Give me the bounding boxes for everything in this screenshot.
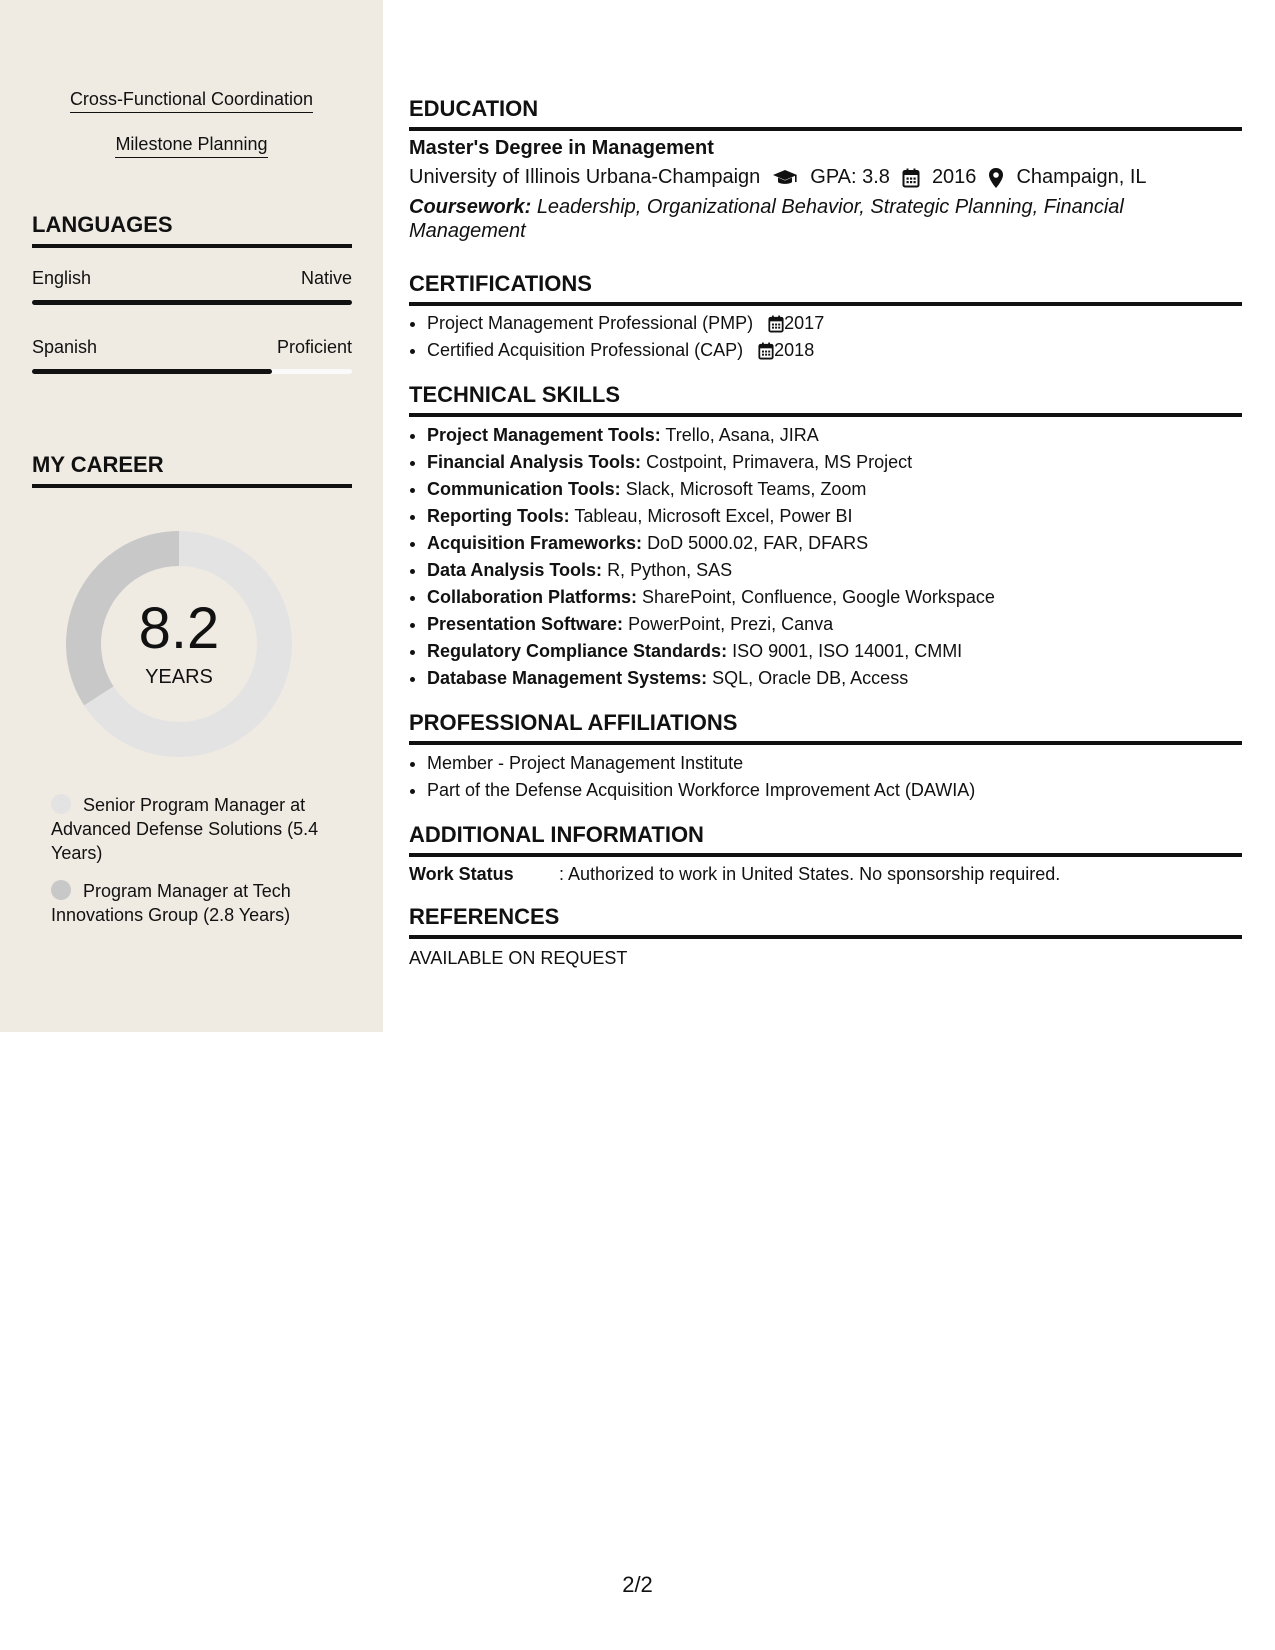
skill-item: • Reporting Tools: Tableau, Microsoft Excel, Power BI — [427, 503, 1242, 530]
career-total-value: 8.2 — [138, 596, 220, 661]
career-legend-item — [51, 879, 321, 927]
certification-year: 2017 — [784, 313, 825, 333]
skill-item: • Acquisition Frameworks: DoD 5000.02, FAR, DFARS — [427, 530, 1242, 557]
map-pin-icon — [988, 167, 1004, 189]
career-total-unit: YEARS — [145, 666, 213, 688]
affiliation-item: • Member - Project Management Institute — [427, 750, 1242, 777]
language-name: English — [32, 268, 92, 288]
language-bar — [32, 300, 352, 305]
technical-skills-list — [409, 422, 1242, 692]
references-heading: REFERENCES — [409, 904, 1242, 939]
work-status-row — [409, 864, 1242, 885]
school-name: University of Illinois Urbana-Champaign — [409, 166, 761, 188]
education-heading: EDUCATION — [409, 96, 1242, 131]
coursework-label: Coursework: — [409, 196, 532, 218]
language-level: Proficient — [276, 337, 352, 357]
skill-item: • Project Management Tools: Trello, Asana, JIRA — [427, 422, 1242, 449]
certifications-heading: CERTIFICATIONS — [409, 271, 1242, 306]
sidebar — [0, 0, 383, 1032]
skill-item: • Regulatory Compliance Standards: ISO 9001, ISO 14001, CMMI — [427, 638, 1242, 665]
skill-item: • Data Analysis Tools: R, Python, SAS — [427, 557, 1242, 584]
affiliations-heading: PROFESSIONAL AFFILIATIONS — [409, 710, 1242, 745]
career-legend-dot — [51, 794, 71, 814]
affiliations-list — [409, 750, 1242, 804]
skill-item: • Collaboration Platforms: SharePoint, Confluence, Google Workspace — [427, 584, 1242, 611]
calendar-icon — [758, 342, 774, 360]
language-row — [32, 268, 352, 289]
skill-item: • Communication Tools: Slack, Microsoft Teams, Zoom — [427, 476, 1242, 503]
skill-tag: Cross-Functional Coordination — [0, 89, 383, 113]
graduation-year: 2016 — [931, 166, 977, 188]
additional-info-heading: ADDITIONAL INFORMATION — [409, 822, 1242, 857]
calendar-icon — [768, 315, 784, 333]
certification-year: 2018 — [774, 340, 815, 360]
language-name: Spanish — [32, 337, 98, 357]
coursework-list: Leadership, Organizational Behavior, Strategic Planning, Financial Management — [409, 196, 1124, 242]
skill-item: • Presentation Software: PowerPoint, Prezi, Canva — [427, 611, 1242, 638]
coursework — [409, 195, 1242, 243]
calendar-icon — [902, 168, 920, 188]
languages-heading: LANGUAGES — [32, 212, 352, 248]
work-status-value: : Authorized to work in United States. No sponsorship required. — [559, 864, 1061, 884]
technical-skills-heading: TECHNICAL SKILLS — [409, 382, 1242, 417]
certification-item: • Project Management Professional (PMP) 2017 — [427, 310, 1242, 337]
graduation-cap-icon — [772, 169, 798, 187]
language-bar-fill — [32, 369, 272, 374]
career-heading: MY CAREER — [32, 452, 352, 488]
work-status-label: Work Status — [409, 864, 514, 884]
career-legend-label: Program Manager at Tech Innovations Group (2.8 Years) — [51, 881, 291, 925]
language-row — [32, 337, 352, 358]
language-bar-fill — [32, 300, 352, 305]
education-details — [409, 166, 1242, 189]
page-number: 2/2 — [622, 1572, 653, 1597]
gpa: GPA: 3.8 — [810, 166, 890, 188]
skill-item: • Financial Analysis Tools: Costpoint, Primavera, MS Project — [427, 449, 1242, 476]
skill-tag: Milestone Planning — [0, 134, 383, 158]
skill-item: • Database Management Systems: SQL, Oracle DB, Access — [427, 665, 1242, 692]
career-legend-dot — [51, 880, 71, 900]
degree-title: Master's Degree in Management — [409, 137, 714, 159]
career-legend-label: Senior Program Manager at Advanced Defense Solutions (5.4 Years) — [51, 795, 319, 863]
certifications-list — [409, 310, 1242, 364]
language-level: Native — [300, 268, 352, 288]
references-text: AVAILABLE ON REQUEST — [409, 948, 628, 968]
location: Champaign, IL — [1016, 166, 1147, 188]
career-legend-item — [51, 793, 321, 865]
affiliation-item: • Part of the Defense Acquisition Workforce Improvement Act (DAWIA) — [427, 777, 1242, 804]
certification-item: • Certified Acquisition Professional (CAP) 2018 — [427, 337, 1242, 364]
language-bar — [32, 369, 352, 374]
education-entry — [409, 137, 1242, 243]
